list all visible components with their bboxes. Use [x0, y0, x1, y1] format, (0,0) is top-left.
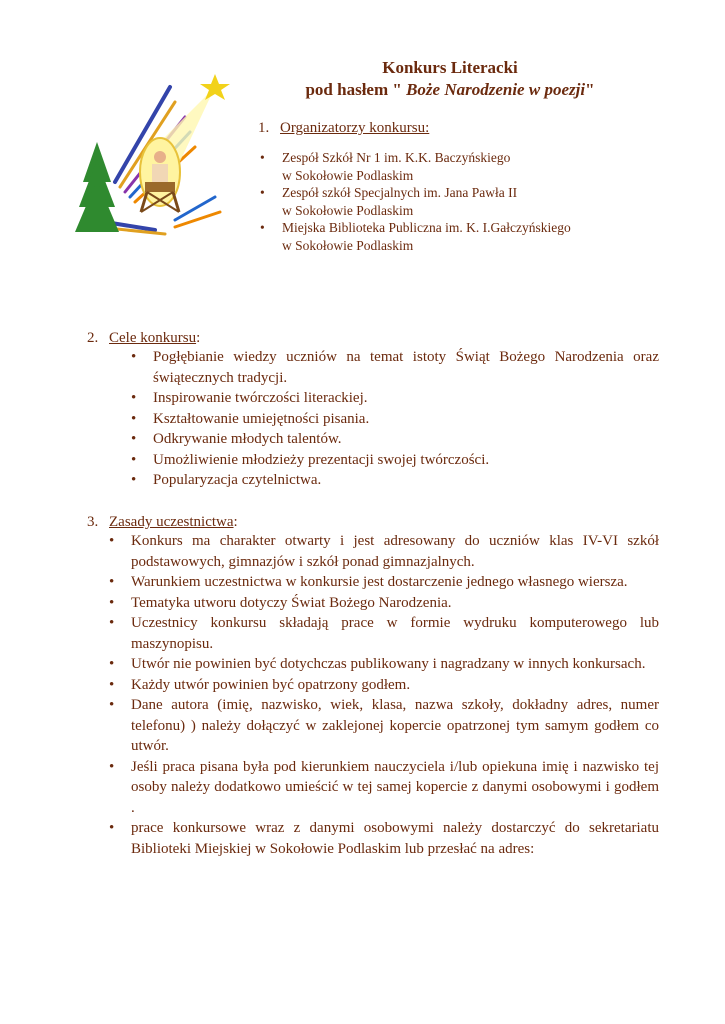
list-item-text: Warunkiem uczestnictwa w konkursie jest dostarczenie jednego własnego wiersza. [131, 574, 628, 590]
list-item [131, 409, 659, 430]
list-item [131, 429, 659, 450]
bullet: • [131, 451, 137, 468]
section-heading [258, 120, 571, 137]
list-item [258, 219, 571, 254]
list-item-text: prace konkursowe wraz z danymi osobowymi należy dostarczyć do sekretariatu Biblioteki Miejskiej w Sokołowie Podlaskim lub przesłać na adres: [131, 820, 659, 857]
list-item [109, 613, 659, 654]
list-item [258, 149, 571, 184]
section-number: 2. [87, 330, 99, 346]
bullet: • [109, 594, 115, 611]
list-item-text: Pogłębianie wiedzy uczniów na temat istoty Świąt Bożego Narodzenia oraz świątecznych tradycji. [153, 349, 659, 386]
section-organizers [258, 120, 571, 254]
bullet: • [109, 656, 115, 672]
list-item [109, 654, 659, 675]
list-item [109, 675, 659, 696]
list-item-text: Konkurs ma charakter otwarty i jest adresowany do uczniów klas IV-VI szkół podstawowych, gimnazjów i szkół ponad gimnazjalnych. [131, 533, 659, 570]
bullet: • [260, 185, 265, 200]
bullet: • [131, 431, 137, 447]
organizers-list [258, 149, 571, 254]
list-item [109, 818, 659, 859]
bullet: • [131, 410, 137, 427]
subtitle-theme: Boże Narodzenie w poezji [401, 80, 586, 99]
list-item-text: Odkrywanie młodych talentów. [153, 431, 342, 447]
list-item-text: Każdy utwór powinien być opatrzony godłem. [131, 676, 411, 693]
list-item-text: Uczestnicy konkursu składają prace w formie wydruku komputerowego lub maszynopisu. [131, 615, 659, 652]
section-rules [87, 514, 659, 859]
list-item [109, 695, 659, 757]
bullet: • [260, 220, 265, 235]
list-item [131, 470, 659, 491]
bullet: • [260, 150, 265, 165]
bullet: • [109, 758, 115, 775]
bullet: • [131, 349, 137, 365]
bullet: • [131, 390, 137, 406]
section-heading [87, 514, 659, 531]
bullet: • [109, 533, 115, 549]
heading-colon: : [196, 330, 201, 346]
bullet: • [109, 574, 115, 590]
subtitle-prefix: pod hasłem " [305, 80, 402, 99]
section-goals [87, 330, 659, 491]
list-item-text: Zespół Szkół Nr 1 im. K.K. Baczyńskiego w Sokołowie Podlaskim [282, 150, 511, 183]
rules-list [109, 531, 659, 859]
bullet: • [109, 676, 115, 693]
bullet: • [109, 615, 115, 631]
nativity-illustration [75, 72, 235, 242]
section-heading [87, 330, 659, 347]
list-item-text: Jeśli praca pisana była pod kierunkiem nauczyciela i/lub opiekuna imię i nazwisko tej osoby należy dodatkowo umieścić w tej samej kopercie z danymi osobowymi i godłem . [131, 758, 659, 816]
list-item [109, 572, 659, 593]
list-item [131, 450, 659, 471]
list-item-text: Zespół szkół Specjalnych im. Jana Pawła II w Sokołowie Podlaskim [282, 185, 518, 218]
list-item-text: Dane autora (imię, nazwisko, wiek, klasa, nazwa szkoły, dokładny adres, numer telefonu) ) należy dołączyć w zaklejonej kopercie opatrzonej tym samym godłem co utwór. [131, 697, 659, 754]
list-item-text: Tematyka utworu dotyczy Świat Bożego Narodzenia. [131, 594, 452, 611]
section-title: Zasady uczestnictwa [109, 514, 234, 530]
list-item [131, 347, 659, 388]
list-item-text: Utwór nie powinien być dotychczas publikowany i nagradzany w innych konkursach. [131, 656, 646, 672]
list-item [109, 757, 659, 819]
bullet: • [109, 820, 115, 836]
bullet: • [109, 697, 115, 713]
bullet: • [131, 472, 137, 488]
list-item-text: Kształtowanie umiejętności pisania. [153, 410, 370, 427]
list-item [109, 593, 659, 614]
page-subtitle [270, 80, 630, 100]
list-item-text: Miejska Biblioteka Publiczna im. K. I.Gałczyńskiego w Sokołowie Podlaskim [282, 220, 571, 253]
section-number: 1. [258, 120, 270, 136]
page-title: Konkurs Literacki [382, 58, 518, 77]
section-title: Organizatorzy konkursu: [280, 120, 430, 136]
section-title: Cele konkursu [109, 330, 197, 346]
star-icon [200, 74, 230, 100]
list-item-text: Inspirowanie twórczości literackiej. [153, 390, 368, 406]
goals-list [131, 347, 659, 491]
list-item-text: Popularyzacja czytelnictwa. [153, 472, 322, 488]
list-item [109, 531, 659, 572]
list-item-text: Umożliwienie młodzieży prezentacji swojej twórczości. [153, 451, 490, 468]
section-number: 3. [87, 514, 99, 530]
heading-colon: : [233, 514, 238, 530]
list-item [131, 388, 659, 409]
subtitle-suffix: " [585, 80, 595, 99]
christmas-tree-icon [75, 142, 119, 232]
list-item [258, 184, 571, 219]
